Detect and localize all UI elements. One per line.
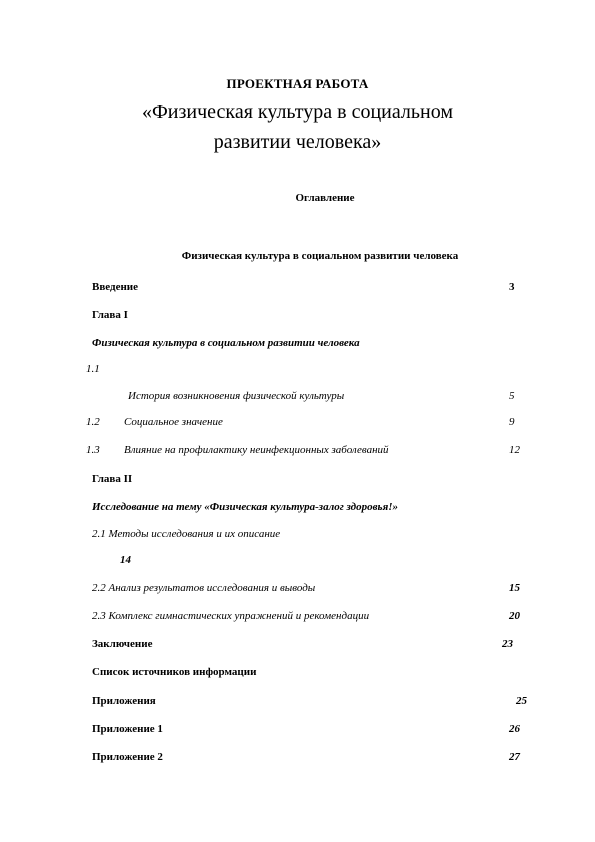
toc-item-2-3-text: 2.3 Комплекс гимнастических упражнений и рекомендации <box>92 610 370 622</box>
document-title-line-1: «Физическая культура в социальном <box>141 101 453 123</box>
toc-appendices-label: Приложения <box>92 695 156 707</box>
toc-sources-label: Список источников информации <box>92 666 257 678</box>
toc-item-1-1-page: 5 <box>509 390 515 402</box>
toc-intro-page: 3 <box>509 281 515 293</box>
toc-item-2-1-page: 14 <box>120 554 131 566</box>
toc-item-1-3-text: Влияние на профилактику неинфекционных заболеваний <box>124 444 389 456</box>
toc-heading: Оглавление <box>295 192 355 204</box>
toc-intro-label: Введение <box>92 281 139 293</box>
toc-chapter1-title: Физическая культура в социальном развитии человека <box>92 337 360 349</box>
document-kicker: ПРОЕКТНАЯ РАБОТА <box>226 76 369 91</box>
toc-appendix-2-label: Приложение 2 <box>92 751 163 763</box>
toc-conclusion-page: 23 <box>502 638 513 650</box>
toc-appendices-page: 25 <box>516 695 527 707</box>
toc-item-1-2-number: 1.2 <box>86 416 100 428</box>
toc-item-1-2-page: 9 <box>509 416 515 428</box>
toc-appendix-2-page: 27 <box>509 751 520 763</box>
toc-conclusion-label: Заключение <box>92 638 153 650</box>
toc-chapter1-label: Глава I <box>92 309 128 321</box>
toc-item-1-2-text: Социальное значение <box>124 416 223 428</box>
toc-item-1-1-number: 1.1 <box>86 363 100 375</box>
document-title-line-2: развитии человека» <box>213 131 382 153</box>
toc-subtitle: Физическая культура в социальном развитии человека <box>181 250 459 262</box>
toc-appendix-1-label: Приложение 1 <box>92 723 163 735</box>
toc-item-1-3-number: 1.3 <box>86 444 100 456</box>
toc-item-2-1-text: 2.1 Методы исследования и их описание <box>92 528 281 540</box>
toc-chapter2-title: Исследование на тему «Физическая культура-залог здоровья!» <box>92 501 399 513</box>
toc-item-1-1-text: История возникновения физической культуры <box>128 390 345 402</box>
toc-chapter2-label: Глава II <box>92 473 133 485</box>
toc-item-2-2-text: 2.2 Анализ результатов исследования и выводы <box>92 582 316 594</box>
toc-item-2-3-page: 20 <box>509 610 520 622</box>
toc-item-2-2-page: 15 <box>509 582 520 594</box>
toc-appendix-1-page: 26 <box>509 723 520 735</box>
toc-item-1-3-page: 12 <box>509 444 520 456</box>
